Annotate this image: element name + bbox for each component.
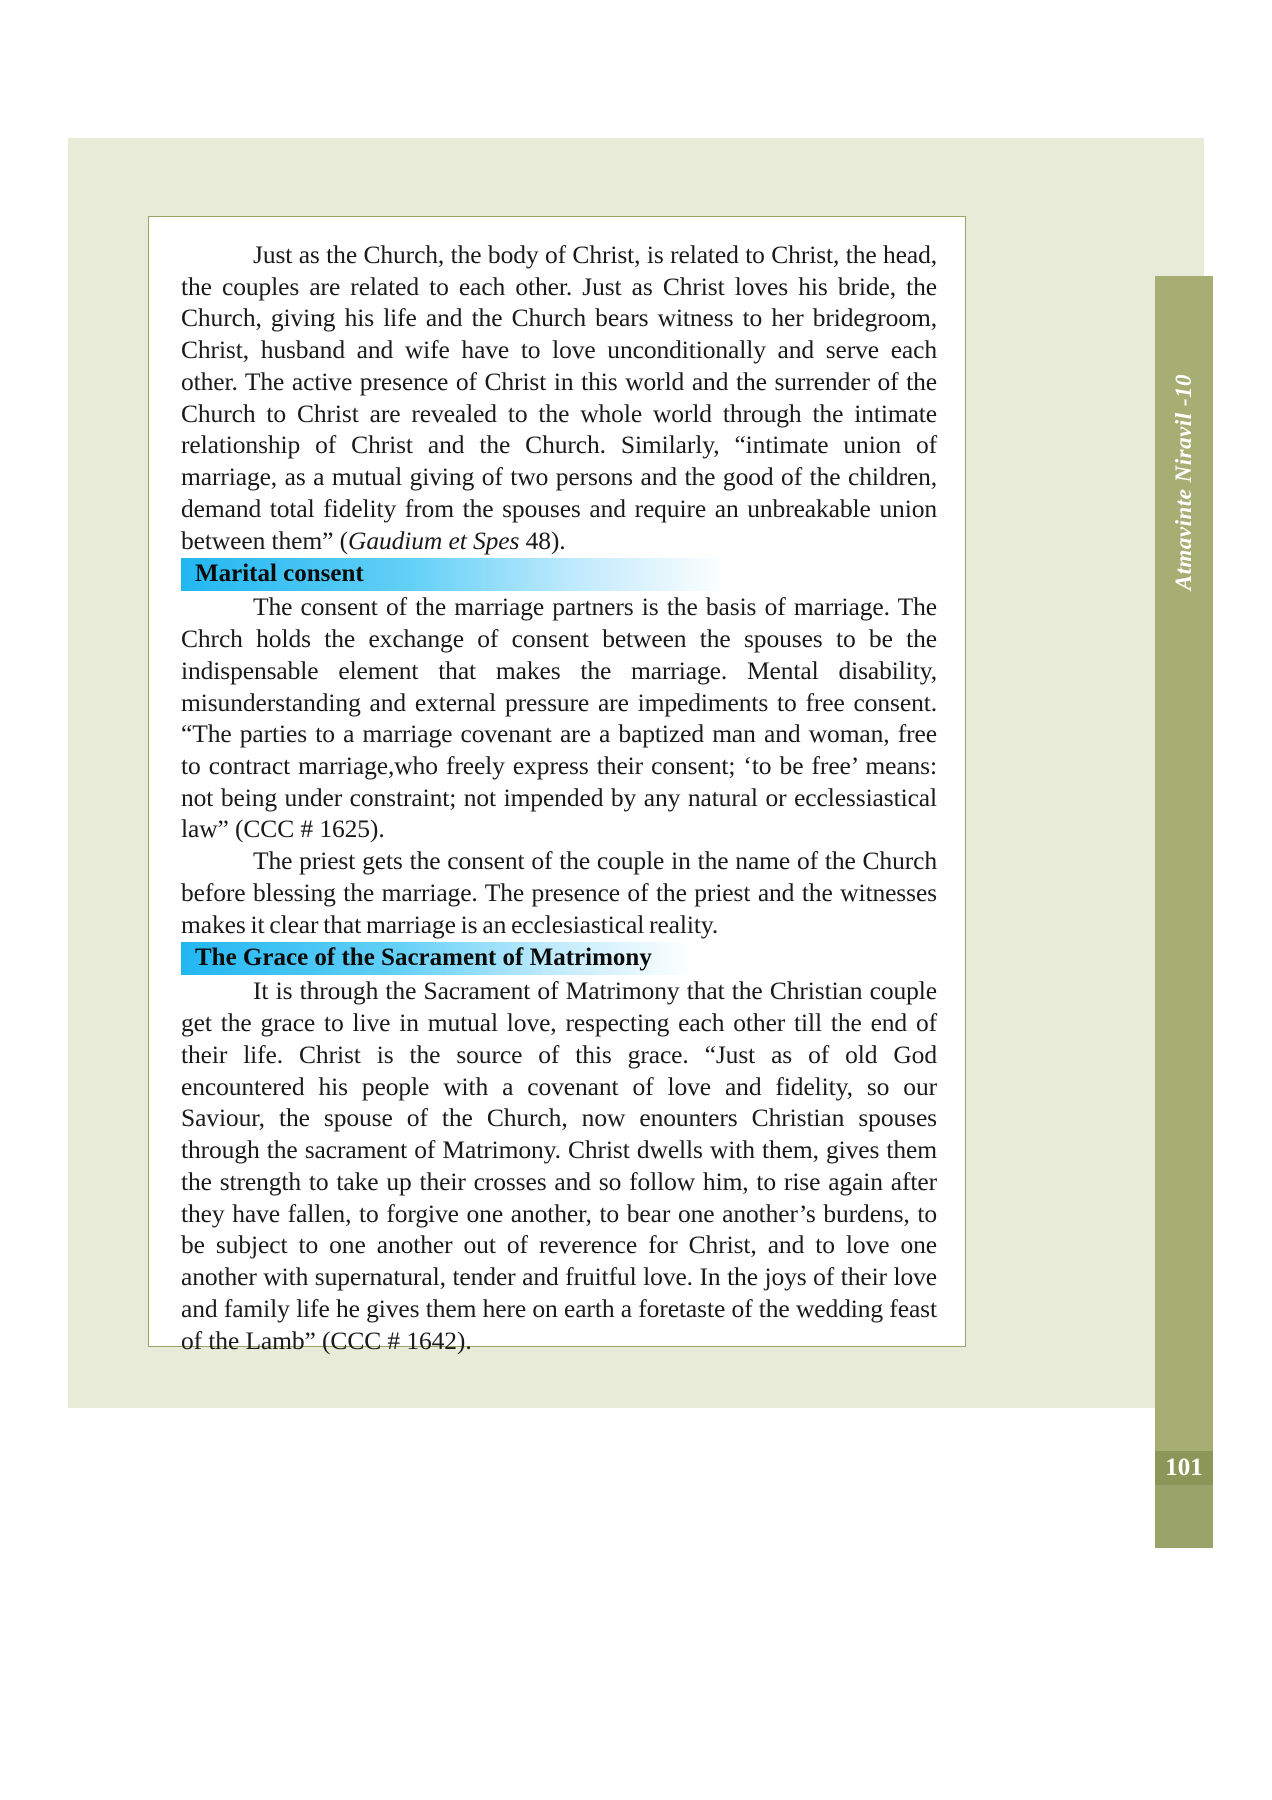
running-book-title-text: Atmavinte Niravil -10 <box>1171 374 1196 591</box>
paragraph-marital-consent: The consent of the marriage partners is the basis of marriage. The Chrch holds the exchange of consent between the spouses to be the indispensable element that makes the marriage. Mental disability, misunderstanding and external pressure are impediments to free consent. “The parties to a marriage covenant are a baptized man and woman, free to contract marriage,who freely express their consent; ‘to be free’ means: not being under constraint; not impended by any natural or ecclessiastical law” (CCC # 1625). <box>181 592 937 844</box>
page-number-text: 101 <box>1165 1454 1203 1481</box>
text-column <box>181 239 937 1356</box>
page-number <box>1155 1451 1213 1485</box>
paragraph-intro-citation-italic: Gaudium et Spes <box>348 525 520 555</box>
paragraph-grace: It is through the Sacrament of Matrimony that the Christian couple get the grace to live in mutual love, respecting each other till the end of their life. Christ is the source of this grace. “Just as of old God encountered his people with a covenant of love and fidelity, so our Saviour, the spouse of the Church, now enounters Christian spouses through the sacrament of Matrimony. Christ dwells with them, gives them the strength to take up their crosses and so follow him, to rise again after they have fallen, to forgive one another, to bear one another’s burdens, to be subject to one another out of reverence for Christ, and to love one another with supernatural, tender and fruitful love. In the joys of their love and family life he gives them here on earth a foretaste of the wedding feast of the Lamb” (CCC # 1642). <box>181 976 937 1355</box>
paragraph-priest-consent: The priest gets the consent of the couple in the name of the Church before blessing the marriage. The presence of the priest and the witnesses makes it clear that marriage is an ecclesiastical reality. <box>181 846 937 939</box>
running-book-title <box>1155 374 1213 704</box>
section-heading-grace-of-sacrament: The Grace of the Sacrament of Matrimony <box>181 942 693 975</box>
paragraph-intro <box>181 239 937 556</box>
section-heading-marital-consent: Marital consent <box>181 558 727 591</box>
content-sheet <box>148 216 966 1355</box>
paragraph-intro-text: Just as the Church, the body of Christ, is related to Christ, the head, the couples are related to each other. Just as Christ loves his bride, the Church, giving his life and the Church bears witness to her bridegroom, Christ, husband and wife have to love unconditionally and serve each other. The active presence of Christ in this world and the surrender of the Church to Christ are revealed to the whole world through the intimate relationship of Christ and the Church. Similarly, “intimate union of marriage, as a mutual giving of two persons and the good of the children, demand total fidelity from the spouses and require an unbreakable union between them” ( <box>181 240 937 555</box>
paragraph-intro-citation-tail: 48). <box>519 525 566 555</box>
